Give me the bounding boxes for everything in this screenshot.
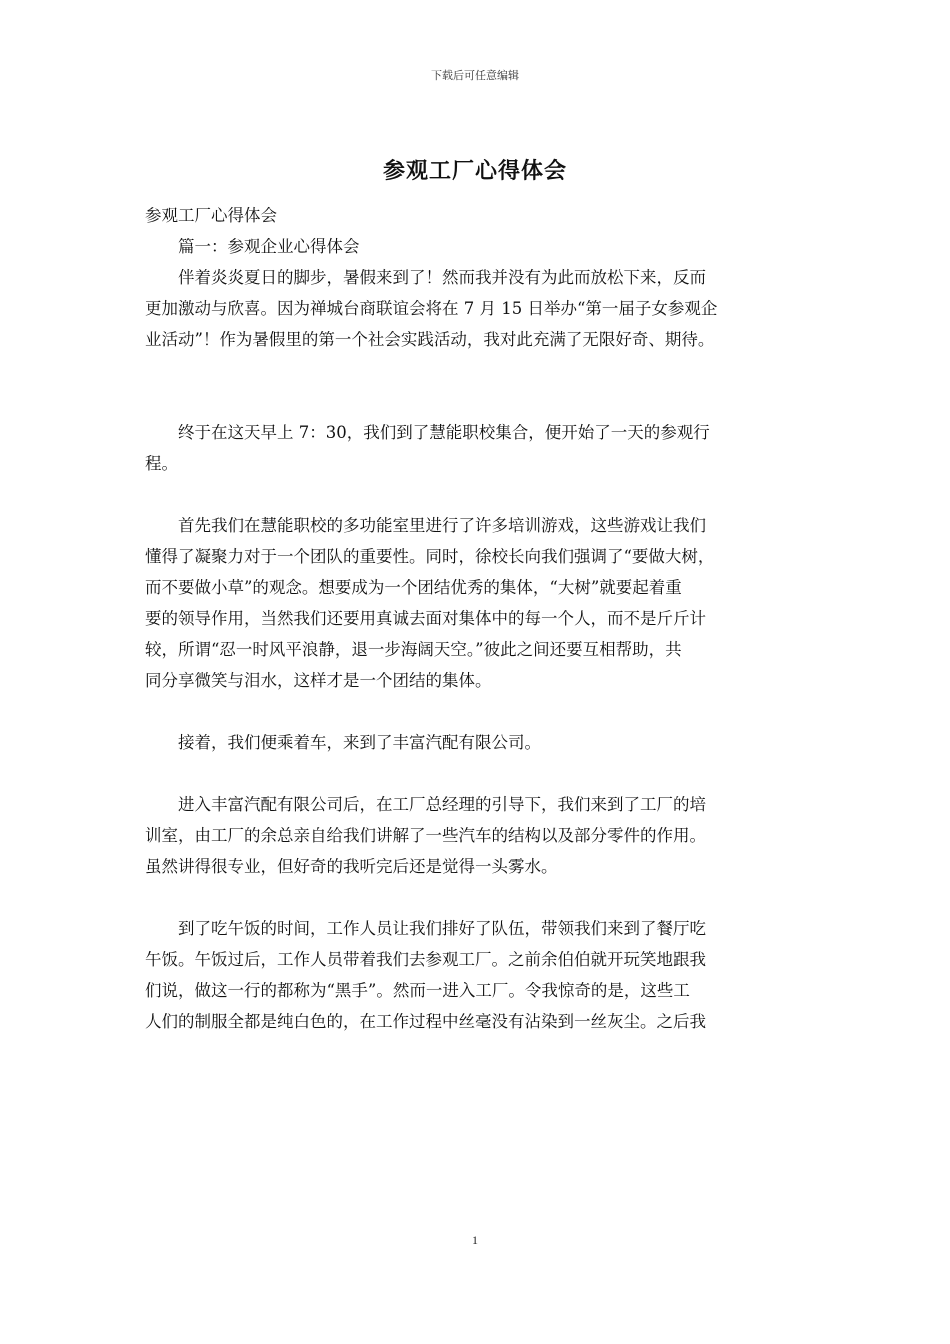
paragraph-line: 伴着炎炎夏日的脚步，暑假来到了！然而我并没有为此而放松下来，反而 — [178, 268, 706, 287]
section-heading: 篇一：参观企业心得体会 — [178, 237, 360, 256]
paragraph-line: 终于在这天早上 7：30，我们到了慧能职校集合，便开始了一天的参观行 — [178, 423, 710, 442]
paragraph-spacer — [145, 696, 811, 727]
paragraph-line: 首先我们在慧能职校的多功能室里进行了许多培训游戏，这些游戏让我们 — [178, 516, 706, 535]
paragraph-6 — [145, 913, 811, 1037]
header-note: 下载后可任意编辑 — [431, 69, 519, 82]
subtitle-line: 参观工厂心得体会 — [145, 206, 277, 225]
paragraph-4 — [145, 727, 811, 758]
document-body — [145, 200, 811, 1037]
paragraph-line: 午饭。午饭过后，工作人员带着我们去参观工厂。之前余伯伯就开玩笑地跟我 — [145, 950, 706, 969]
paragraph-line: 而不要做小草”的观念。想要成为一个团结优秀的集体，“大树”就要起着重 — [145, 578, 682, 597]
paragraph-line: 程。 — [145, 454, 178, 473]
paragraph-line: 进入丰富汽配有限公司后，在工厂总经理的引导下，我们来到了工厂的培 — [178, 795, 706, 814]
paragraph-line: 虽然讲得很专业，但好奇的我听完后还是觉得一头雾水。 — [145, 857, 558, 876]
paragraph-line: 业活动”！作为暑假里的第一个社会实践活动，我对此充满了无限好奇、期待。 — [145, 330, 715, 349]
paragraph-5 — [145, 789, 811, 882]
document-title: 参观工厂心得体会 — [382, 159, 567, 184]
paragraph-spacer — [145, 882, 811, 913]
paragraph-line: 们说，做这一行的都称为“黑手”。然而一进入工厂。令我惊奇的是，这些工 — [145, 981, 690, 1000]
paragraph-line: 人们的制服全都是纯白色的，在工作过程中丝毫没有沾染到一丝灰尘。之后我 — [145, 1012, 706, 1031]
paragraph-spacer — [145, 479, 811, 510]
paragraph-spacer — [145, 355, 811, 417]
paragraph-spacer — [145, 758, 811, 789]
paragraph-line: 懂得了凝聚力对于一个团队的重要性。同时，徐校长向我们强调了“要做大树， — [145, 547, 715, 566]
page-number: 1 — [472, 1233, 478, 1247]
paragraph-line: 较，所谓“忍一时风平浪静，退一步海阔天空。”彼此之间还要互相帮助，共 — [145, 640, 682, 659]
paragraph-line: 训室，由工厂的余总亲自给我们讲解了一些汽车的结构以及部分零件的作用。 — [145, 826, 706, 845]
paragraph-line: 同分享微笑与泪水，这样才是一个团结的集体。 — [145, 671, 492, 690]
paragraph-line: 接着，我们便乘着车，来到了丰富汽配有限公司。 — [178, 733, 541, 752]
paragraph-3 — [145, 510, 811, 696]
paragraph-2 — [145, 417, 811, 479]
paragraph-line: 到了吃午饭的时间，工作人员让我们排好了队伍，带领我们来到了餐厅吃 — [178, 919, 706, 938]
paragraph-line: 更加激动与欣喜。因为禅城台商联谊会将在 7 月 15 日举办“第一届子女参观企 — [145, 299, 718, 318]
paragraph-1 — [145, 262, 811, 355]
paragraph-line: 要的领导作用，当然我们还要用真诚去面对集体中的每一个人，而不是斤斤计 — [145, 609, 706, 628]
